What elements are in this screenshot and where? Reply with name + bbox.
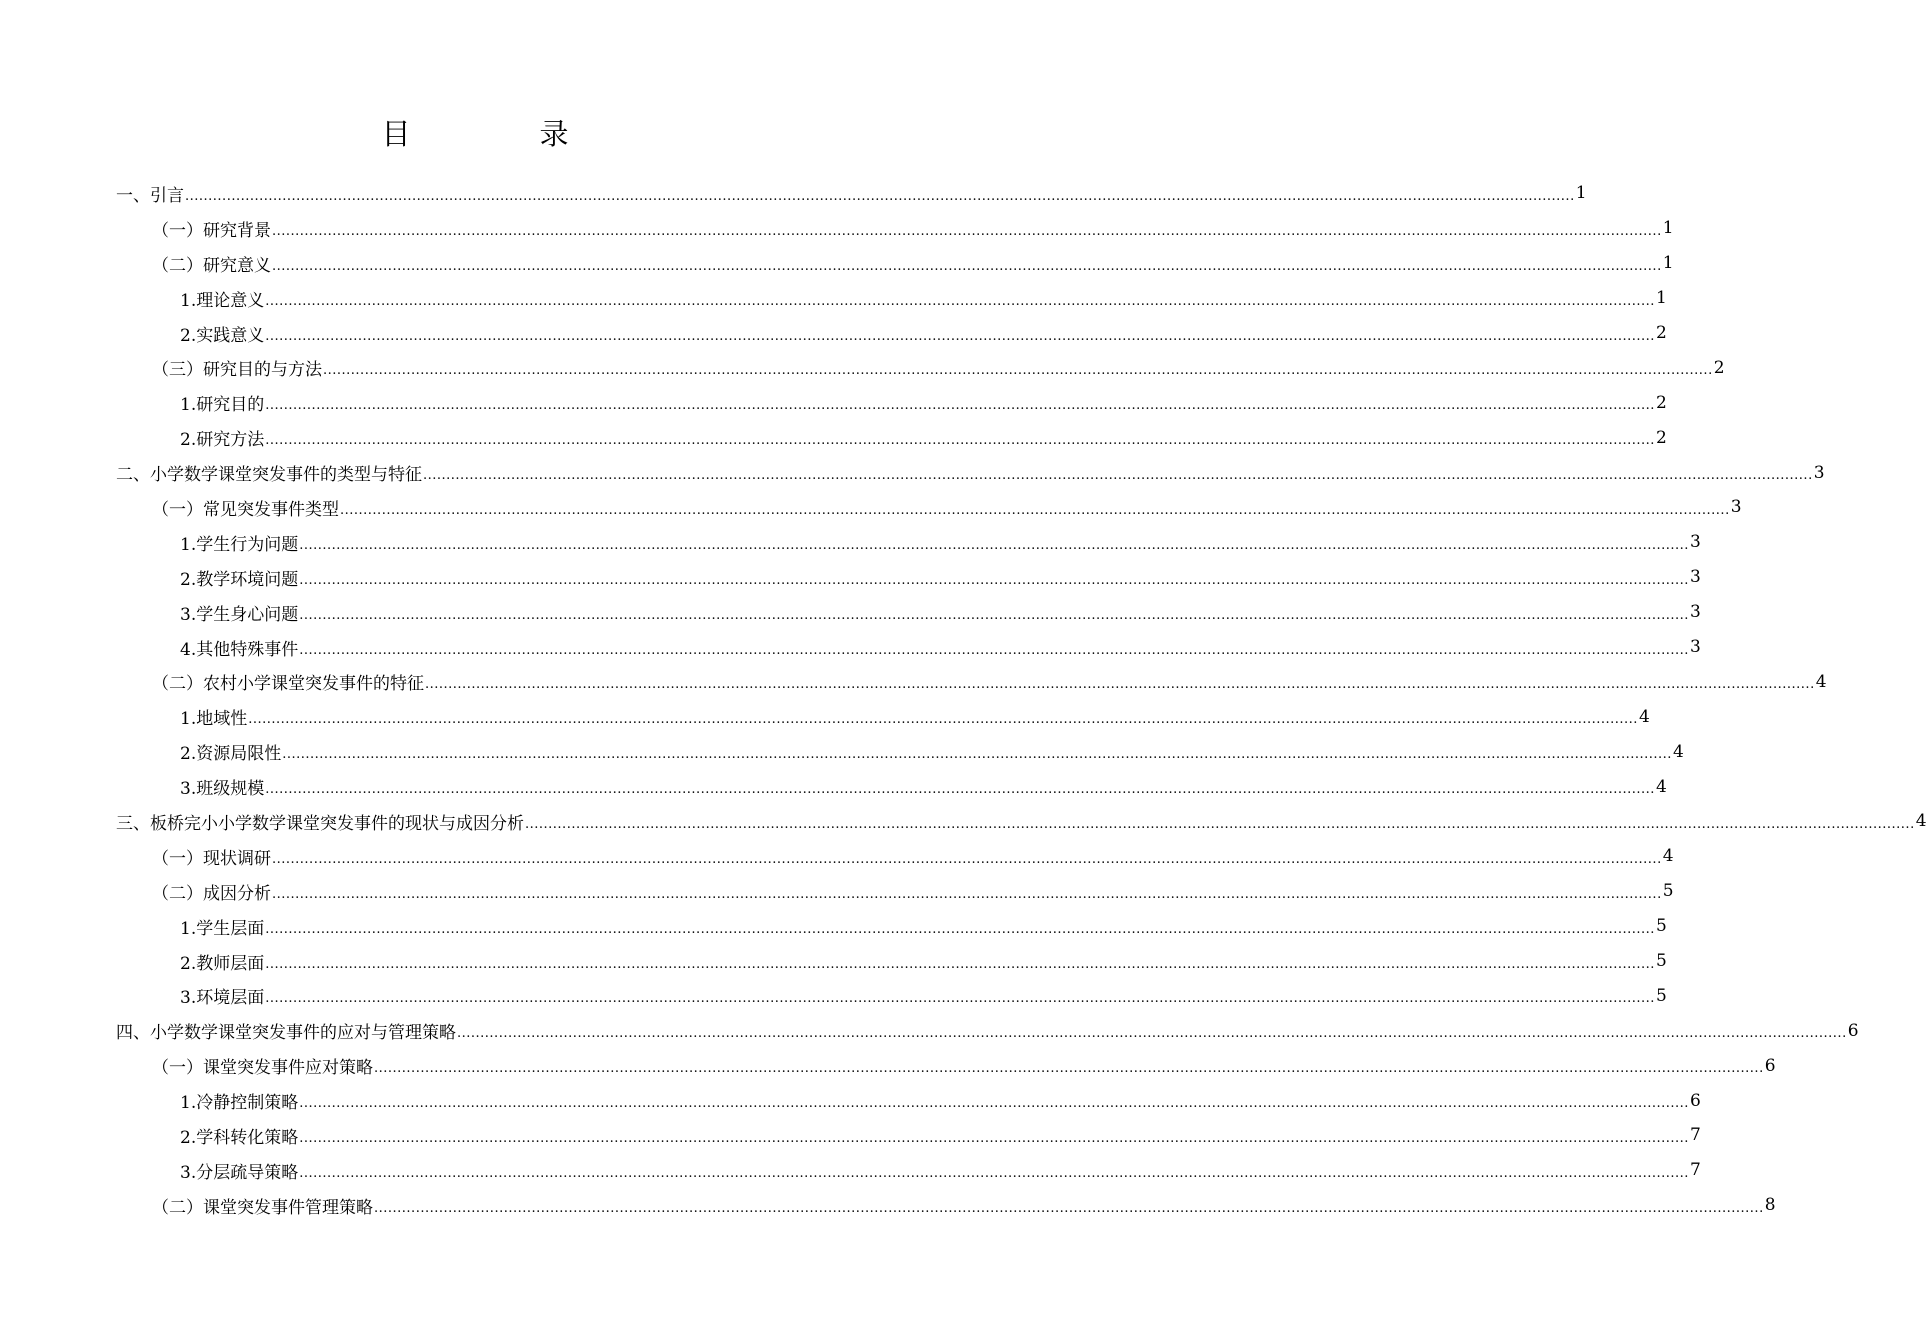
toc-page-number: 6 — [1847, 1020, 1859, 1041]
toc-entry[interactable] — [116, 874, 1674, 909]
toc-entry-label: （二）成因分析 — [152, 883, 271, 904]
toc-leader-dots: ............................................................................................................................................................................................................................................................................................................ — [265, 398, 1655, 414]
toc-page-number: 4 — [1672, 741, 1684, 762]
toc-leader-dots: ............................................................................................................................................................................................................................................................................................................ — [423, 468, 1813, 484]
toc-entry-label: 1.学生行为问题 — [180, 534, 299, 555]
toc-leader-dots: ............................................................................................................................................................................................................................................................................................................ — [374, 1061, 1764, 1077]
toc-entry[interactable] — [116, 1013, 1859, 1048]
toc-entry-label: 二、小学数学课堂突发事件的类型与特征 — [116, 465, 422, 486]
toc-entry-label: 1.冷静控制策略 — [180, 1093, 299, 1114]
toc-entry[interactable] — [116, 211, 1674, 246]
toc-page-number: 4 — [1638, 706, 1650, 727]
toc-entry-label: 1.地域性 — [180, 709, 248, 730]
toc-page-number: 5 — [1655, 916, 1667, 937]
toc-page-number: 5 — [1655, 951, 1667, 972]
toc-page-number: 3 — [1689, 532, 1701, 553]
toc-leader-dots: ............................................................................................................................................................................................................................................................................................................ — [185, 188, 1575, 204]
toc-entry[interactable] — [116, 385, 1667, 420]
toc-page-number: 1 — [1662, 253, 1674, 274]
toc-entry-label: 一、引言 — [116, 185, 184, 206]
toc-entry-label: 3.环境层面 — [180, 988, 265, 1009]
toc-page-number: 3 — [1689, 637, 1701, 658]
toc-page-number: 1 — [1662, 218, 1674, 239]
toc-page-number: 1 — [1575, 183, 1587, 204]
toc-page-number: 2 — [1713, 357, 1725, 378]
toc-entry[interactable] — [116, 560, 1701, 595]
toc-leader-dots: ............................................................................................................................................................................................................................................................................................................ — [272, 851, 1662, 867]
toc-page-number: 5 — [1655, 985, 1667, 1006]
toc-entry[interactable] — [116, 316, 1667, 351]
toc-page-number: 5 — [1662, 881, 1674, 902]
toc-leader-dots: ............................................................................................................................................................................................................................................................................................................ — [340, 502, 1730, 518]
toc-leader-dots: ............................................................................................................................................................................................................................................................................................................ — [272, 258, 1662, 274]
toc-leader-dots: ............................................................................................................................................................................................................................................................................................................ — [425, 677, 1815, 693]
toc-entry-label: （三）研究目的与方法 — [152, 360, 322, 381]
toc-leader-dots: ............................................................................................................................................................................................................................................................................................................ — [265, 782, 1655, 798]
toc-page-number: 2 — [1655, 323, 1667, 343]
toc-entry[interactable] — [116, 176, 1587, 211]
toc-entry-label: （二）课堂突发事件管理策略 — [152, 1197, 373, 1218]
toc-page-number: 2 — [1655, 427, 1667, 448]
toc-entry[interactable] — [116, 1188, 1776, 1223]
toc-leader-dots: ............................................................................................................................................................................................................................................................................................................ — [299, 642, 1689, 658]
toc-page-number: 4 — [1815, 671, 1827, 692]
toc-leader-dots: ............................................................................................................................................................................................................................................................................................................ — [323, 363, 1713, 379]
toc-entry[interactable] — [116, 839, 1674, 874]
toc-leader-dots: ............................................................................................................................................................................................................................................................................................................ — [265, 328, 1655, 344]
toc-page-number: 2 — [1655, 392, 1667, 413]
toc-page-number: 1 — [1655, 288, 1667, 309]
toc-entry-label: （一）研究背景 — [152, 220, 271, 241]
toc-entry[interactable] — [116, 909, 1667, 944]
toc-entry-label: 2.实践意义 — [180, 325, 265, 346]
toc-entry[interactable] — [116, 804, 1927, 839]
toc-entry-label: 3.学生身心问题 — [180, 604, 299, 625]
toc-leader-dots: ............................................................................................................................................................................................................................................................................................................ — [265, 293, 1655, 309]
toc-entry[interactable] — [116, 525, 1701, 560]
toc-entry[interactable] — [116, 1048, 1776, 1083]
toc-page-number: 7 — [1689, 1160, 1701, 1181]
toc-leader-dots: ............................................................................................................................................................................................................................................................................................................ — [374, 1200, 1764, 1216]
toc-entry[interactable] — [116, 630, 1701, 665]
toc-entry-label: （二）农村小学课堂突发事件的特征 — [152, 674, 424, 695]
toc-entry[interactable] — [116, 455, 1825, 490]
toc-leader-dots: ............................................................................................................................................................................................................................................................................................................ — [457, 1026, 1847, 1042]
toc-page-number: 4 — [1655, 776, 1667, 797]
toc-entry-label: 2.教学环境问题 — [180, 569, 299, 590]
toc-page-number: 4 — [1915, 811, 1927, 832]
toc-page-number: 3 — [1689, 567, 1701, 588]
toc-leader-dots: ............................................................................................................................................................................................................................................................................................................ — [299, 537, 1689, 553]
toc-page-number: 8 — [1764, 1195, 1776, 1216]
toc-leader-dots: ............................................................................................................................................................................................................................................................................................................ — [265, 433, 1655, 449]
toc-leader-dots: ............................................................................................................................................................................................................................................................................................................ — [272, 886, 1662, 902]
toc-entry-label: （二）研究意义 — [152, 255, 271, 276]
toc-entry[interactable] — [116, 281, 1667, 316]
toc-entry-label: 1.学生层面 — [180, 918, 265, 939]
toc-leader-dots: ............................................................................................................................................................................................................................................................................................................ — [248, 712, 1638, 728]
toc-page-number: 6 — [1764, 1055, 1776, 1076]
toc-entry[interactable] — [116, 1153, 1701, 1188]
toc-entry-label: 2.学科转化策略 — [180, 1127, 299, 1148]
toc-entry[interactable] — [116, 699, 1650, 734]
toc-page-number: 3 — [1689, 602, 1701, 623]
page-title: 目 录 — [381, 117, 619, 151]
toc-leader-dots: ............................................................................................................................................................................................................................................................................................................ — [265, 991, 1655, 1007]
toc-entry-label: 2.资源局限性 — [180, 744, 282, 765]
toc-entry-label: 4.其他特殊事件 — [180, 639, 299, 660]
table-of-contents — [116, 176, 1927, 1223]
toc-entry-label: 1.研究目的 — [180, 395, 265, 416]
toc-entry-label: 三、板桥完小小学数学课堂突发事件的现状与成因分析 — [116, 813, 524, 834]
toc-leader-dots: ............................................................................................................................................................................................................................................................................................................ — [282, 747, 1672, 763]
toc-leader-dots: ............................................................................................................................................................................................................................................................................................................ — [299, 1130, 1689, 1146]
toc-entry-label: （一）课堂突发事件应对策略 — [152, 1058, 373, 1079]
toc-entry-label: 四、小学数学课堂突发事件的应对与管理策略 — [116, 1023, 456, 1044]
toc-page-number: 4 — [1662, 846, 1674, 867]
toc-entry-label: （一）常见突发事件类型 — [152, 499, 339, 520]
toc-leader-dots: ............................................................................................................................................................................................................................................................................................................ — [265, 921, 1655, 937]
toc-entry-label: 2.研究方法 — [180, 430, 265, 451]
toc-leader-dots: ............................................................................................................................................................................................................................................................................................................ — [299, 1096, 1689, 1112]
toc-page-number: 7 — [1689, 1125, 1701, 1146]
toc-entry-label: 2.教师层面 — [180, 953, 265, 974]
toc-page-number: 3 — [1813, 462, 1825, 483]
toc-leader-dots: ............................................................................................................................................................................................................................................................................................................ — [299, 607, 1689, 623]
toc-page-number: 3 — [1730, 497, 1742, 518]
toc-entry-label: （一）现状调研 — [152, 848, 271, 869]
toc-entry-label: 1.理论意义 — [180, 290, 265, 311]
toc-leader-dots: ............................................................................................................................................................................................................................................................................................................ — [265, 956, 1655, 972]
toc-entry-label: 3.分层疏导策略 — [180, 1162, 299, 1183]
toc-entry[interactable] — [116, 769, 1667, 804]
toc-leader-dots: ............................................................................................................................................................................................................................................................................................................ — [299, 572, 1689, 588]
toc-leader-dots: ............................................................................................................................................................................................................................................................................................................ — [299, 1165, 1689, 1181]
toc-leader-dots: ............................................................................................................................................................................................................................................................................................................ — [272, 223, 1662, 239]
toc-entry[interactable] — [116, 350, 1725, 385]
toc-entry[interactable] — [116, 1083, 1701, 1118]
toc-entry[interactable] — [116, 490, 1742, 525]
toc-entry[interactable] — [116, 1118, 1701, 1153]
toc-leader-dots: ............................................................................................................................................................................................................................................................................................................ — [525, 816, 1915, 832]
toc-entry[interactable] — [116, 734, 1684, 769]
toc-entry[interactable] — [116, 420, 1667, 455]
toc-entry[interactable] — [116, 246, 1674, 281]
toc-page-number: 6 — [1689, 1090, 1701, 1111]
toc-entry-label: 3.班级规模 — [180, 779, 265, 800]
toc-entry[interactable] — [116, 978, 1667, 1013]
toc-entry[interactable] — [116, 944, 1667, 979]
toc-entry[interactable] — [116, 595, 1701, 630]
toc-entry[interactable] — [116, 664, 1827, 699]
